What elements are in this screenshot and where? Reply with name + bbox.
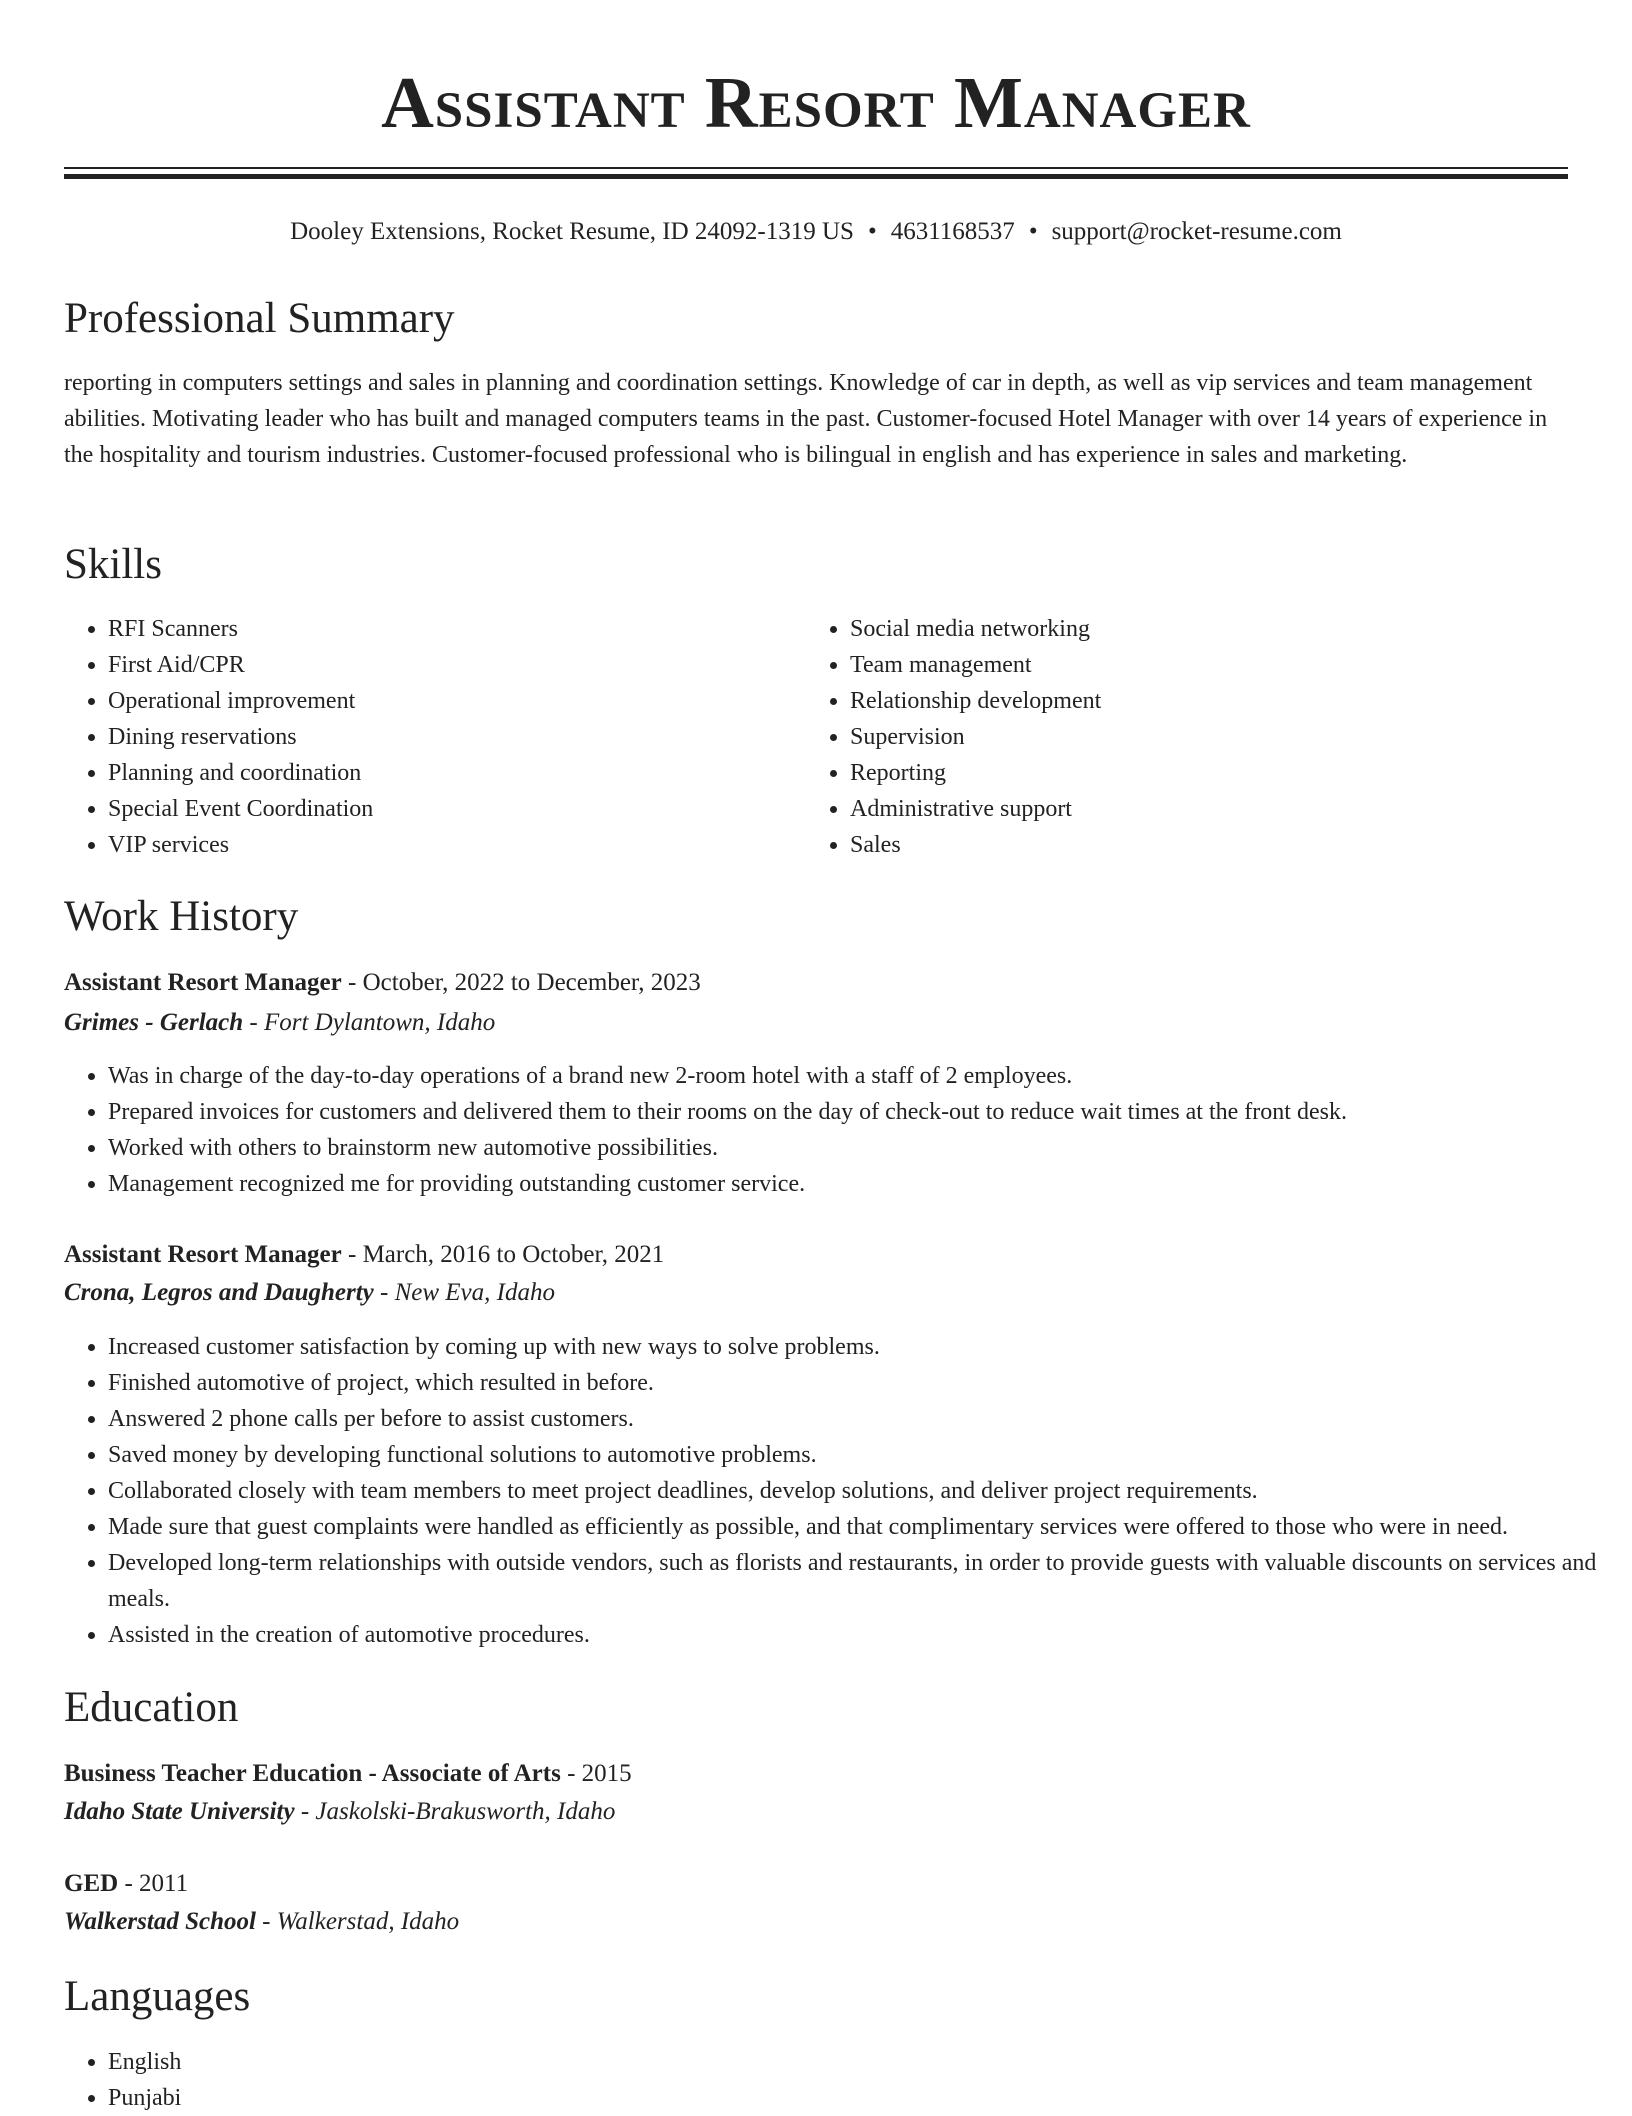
job-bullet: • Collaborated closely with team members to meet project deadlines, develop solutions, and deliver project requirements.	[108, 1473, 1612, 1509]
job-location: Fort Dylantown, Idaho	[263, 1009, 496, 1036]
job-bullet: • Prepared invoices for customers and delivered them to their rooms on the day of check-out to reduce wait times at the front desk.	[108, 1094, 1612, 1130]
contact-separator: •	[1028, 218, 1038, 245]
skill-item: • Team management	[850, 647, 1550, 683]
education-degree-line: Business Teacher Education - Associate of Arts - 2015	[64, 1760, 632, 1787]
contact-phone: 4631168537	[890, 218, 1015, 245]
skill-item: • Dining reservations	[108, 719, 808, 755]
skills-list-left	[64, 611, 808, 863]
title-divider-thin	[64, 167, 1568, 169]
job-bullet: • Assisted in the creation of automotive procedures.	[108, 1617, 1612, 1653]
job-title-line: Assistant Resort Manager - October, 2022 to December, 2023	[64, 969, 701, 996]
job-bullet: • Saved money by developing functional solutions to automotive problems.	[108, 1437, 1612, 1473]
job-bullet: • Worked with others to brainstorm new automotive possibilities.	[108, 1130, 1612, 1166]
job-company: Crona, Legros and Daugherty	[64, 1279, 374, 1306]
contact-email[interactable]: support@rocket-resume.com	[1051, 218, 1342, 245]
job-bullet: • Answered 2 phone calls per before to assist customers.	[108, 1401, 1612, 1437]
summary-text: reporting in computers settings and sales in planning and coordination settings. Knowledge of car in depth, as well as vip services and team management abilities. Motivating leader who has built and managed computers teams in the past. Customer-focused Hotel Manager with over 14 years of experience in the hospitality and tourism industries. Customer-focused professional who is bilingual in english and has experience in sales and marketing.	[64, 370, 1548, 468]
skill-item: • Supervision	[850, 719, 1550, 755]
language-item: • Punjabi	[108, 2080, 808, 2116]
contact-address: Dooley Extensions, Rocket Resume, ID 24092-1319 US	[290, 218, 854, 245]
job-bullet: • Increased customer satisfaction by coming up with new ways to solve problems.	[108, 1329, 1612, 1365]
education-year: 2015	[581, 1760, 632, 1787]
job-bullets	[64, 1329, 1612, 1653]
job-title-line: Assistant Resort Manager - March, 2016 to October, 2021	[64, 1241, 665, 1268]
education-location: Jaskolski-Brakusworth, Idaho	[315, 1798, 616, 1825]
job-company-line: Grimes - Gerlach - Fort Dylantown, Idaho	[64, 1009, 496, 1036]
education-degree: Business Teacher Education - Associate of Arts	[64, 1760, 561, 1787]
skill-item: • VIP services	[108, 827, 808, 863]
skill-item: • Sales	[850, 827, 1550, 863]
skills-heading: Skills	[64, 541, 162, 588]
title-divider-thick	[64, 174, 1568, 179]
job-dates: March, 2016 to October, 2021	[362, 1241, 665, 1268]
job-bullet: • Developed long-term relationships with outside vendors, such as florists and restaurants, in order to provide guests with valuable discounts on services and meals.	[108, 1545, 1612, 1617]
job-title: Assistant Resort Manager	[64, 969, 342, 996]
education-school-line: Idaho State University - Jaskolski-Brakusworth, Idaho	[64, 1798, 616, 1825]
education-heading: Education	[64, 1684, 239, 1731]
contact-separator: •	[867, 218, 877, 245]
job-bullets	[64, 1058, 1612, 1202]
education-school: Idaho State University	[64, 1798, 295, 1825]
skills-list-right	[806, 611, 1550, 863]
job-bullet: • Made sure that guest complaints were handled as efficiently as possible, and that complimentary services were offered to those who were in need.	[108, 1509, 1612, 1545]
job-dates: October, 2022 to December, 2023	[362, 969, 701, 996]
job-bullet: • Finished automotive of project, which resulted in before.	[108, 1365, 1612, 1401]
job-location: New Eva, Idaho	[394, 1279, 555, 1306]
job-bullet: • Management recognized me for providing outstanding customer service.	[108, 1166, 1612, 1202]
summary-heading: Professional Summary	[64, 295, 455, 342]
language-item: • English	[108, 2044, 808, 2080]
job-title: Assistant Resort Manager	[64, 1241, 342, 1268]
education-school: Walkerstad School	[64, 1908, 256, 1935]
work-history-heading: Work History	[64, 893, 299, 940]
skill-item: • Planning and coordination	[108, 755, 808, 791]
skill-item: • Special Event Coordination	[108, 791, 808, 827]
resume-title: Assistant Resort Manager	[381, 62, 1251, 143]
education-degree: GED	[64, 1870, 119, 1897]
languages-heading: Languages	[64, 1973, 251, 2020]
education-location: Walkerstad, Idaho	[276, 1908, 460, 1935]
skill-item: • Reporting	[850, 755, 1550, 791]
job-company: Grimes - Gerlach	[64, 1009, 244, 1036]
job-company-line: Crona, Legros and Daugherty - New Eva, Idaho	[64, 1279, 555, 1306]
skill-item: • RFI Scanners	[108, 611, 808, 647]
languages-list	[64, 2044, 808, 2116]
skill-item: • Social media networking	[850, 611, 1550, 647]
skill-item: • First Aid/CPR	[108, 647, 808, 683]
skill-item: • Administrative support	[850, 791, 1550, 827]
education-year: 2011	[139, 1870, 189, 1897]
skill-item: • Operational improvement	[108, 683, 808, 719]
education-school-line: Walkerstad School - Walkerstad, Idaho	[64, 1908, 460, 1935]
job-bullet: • Was in charge of the day-to-day operations of a brand new 2-room hotel with a staff of 2 employees.	[108, 1058, 1612, 1094]
education-degree-line: GED - 2011	[64, 1870, 189, 1897]
contact-line	[64, 214, 1568, 250]
skill-item: • Relationship development	[850, 683, 1550, 719]
